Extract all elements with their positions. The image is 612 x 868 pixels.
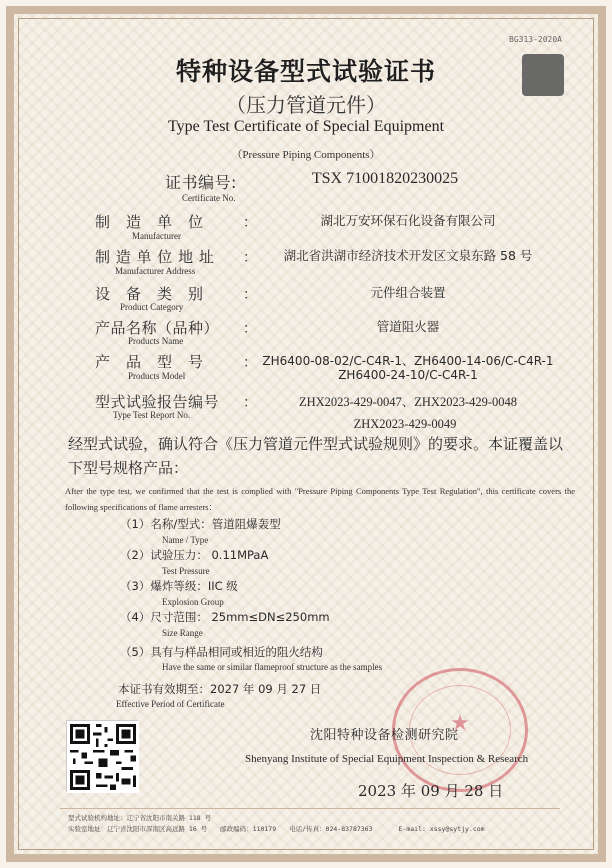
colon: ： — [243, 287, 257, 303]
issuer-name-english: Shenyang Institute of Special Equipment Inspection & Research — [245, 753, 529, 765]
issue-date: 2023 年 09 月 28 日 — [358, 782, 504, 800]
issuer-name-chinese: 沈阳特种设备检测研究院 — [310, 728, 459, 743]
field-label: 设 备 类 别 — [95, 285, 204, 303]
statement-english: After the type test, we confirmed that the test is complied with "Pressure Piping Components Type Test Regulation", this certificate covers the following specifications of flame arresters： — [65, 486, 575, 512]
colon: ： — [243, 355, 257, 371]
field-value: 元件组合装置 — [370, 285, 446, 300]
spec-item: （1）名称/型式：管道阻爆轰型 — [120, 517, 281, 531]
qr-code[interactable] — [66, 720, 138, 792]
field-label: 产品名称（品种） — [95, 319, 220, 337]
field-label-en: Product Category — [120, 302, 184, 312]
field-value: 管道阻火器 — [376, 319, 440, 334]
field-label-en: Manufacturer — [132, 231, 181, 241]
spec-item-en: Name / Type — [162, 535, 209, 545]
spec-item-en: Test Pressure — [162, 566, 210, 576]
field-value: TSX 71001820230025 — [311, 170, 459, 187]
colon: ： — [243, 395, 257, 411]
field-label-en: Manufacturer Address — [115, 266, 196, 276]
spec-item: （4）尺寸范围： 25mm≤DN≤250mm — [120, 610, 330, 624]
colon: ： — [243, 321, 257, 337]
field-label-en: Products Name — [128, 336, 184, 346]
subtitle-chinese: （压力管道元件） — [226, 93, 386, 117]
spec-item: （5）具有与样品相同或相近的阻火结构 — [120, 645, 323, 659]
field-label: 制 造 单 位 — [95, 213, 204, 231]
statement-chinese: 经型式试验，确认符合《压力管道元件型式试验规则》的要求。本证覆盖以下型号规格产品： — [68, 435, 564, 477]
spec-item: （2）试验压力： 0.11MPaA — [120, 548, 269, 562]
colon: ： — [243, 250, 257, 266]
field-label: 证书编号: — [165, 173, 237, 192]
field-label-en: Type Test Report No. — [113, 410, 191, 420]
title-english: Type Test Certificate of Special Equipment — [167, 118, 445, 135]
field-label-en: Products Model — [128, 371, 186, 381]
field-label-en: Certificate No. — [182, 193, 236, 203]
field-value: ZHX2023-429-0047、ZHX2023-429-0048 — [298, 395, 518, 409]
validity-chinese: 本证书有效期至：2027 年 09 月 27 日 — [118, 682, 322, 696]
field-value-line2: ZHX2023-429-0049 — [353, 417, 457, 431]
footer-lab-contact: 实验室地址：辽宁省沈阳市浑南区高远路 16 号 邮政编码：110179 电话/传真：024-83787363 E-mail: xssy@sytjy.com — [68, 825, 485, 833]
seal-star-icon: ★ — [450, 711, 470, 736]
title-chinese: 特种设备型式试验证书 — [175, 57, 436, 86]
colon: ： — [243, 215, 257, 231]
spec-item-en: Have the same or similar flameproof structure as the samples — [162, 662, 383, 672]
spec-item-en: Explosion Group — [162, 597, 224, 607]
validity-english: Effective Period of Certificate — [116, 699, 225, 709]
spec-item: （3）爆炸等级：IIC 级 — [120, 579, 238, 593]
footer-institution-address: 型式试验机构地址：辽宁省沈阳市南关路 118 号 — [68, 814, 212, 822]
spec-item-en: Size Range — [162, 628, 203, 638]
field-value: ZH6400-08-02/C-C4R-1、ZH6400-14-06/C-C4R-1 — [262, 354, 554, 368]
field-label: 产 品 型 号 — [95, 353, 204, 371]
field-value: 湖北省洪湖市经济技术开发区文泉东路 58 号 — [283, 248, 533, 263]
field-label: 型式试验报告编号 — [95, 393, 220, 411]
field-value-line2: ZH6400-24-10/C-C4R-1 — [338, 368, 478, 382]
footer-divider — [60, 808, 560, 809]
field-label: 制 造 单 位 地 址 — [95, 248, 215, 266]
form-code: BG313-2020A — [509, 35, 562, 44]
field-value: 湖北万安环保石化设备有限公司 — [320, 213, 496, 228]
subtitle-english: （Pressure Piping Components） — [231, 149, 381, 161]
